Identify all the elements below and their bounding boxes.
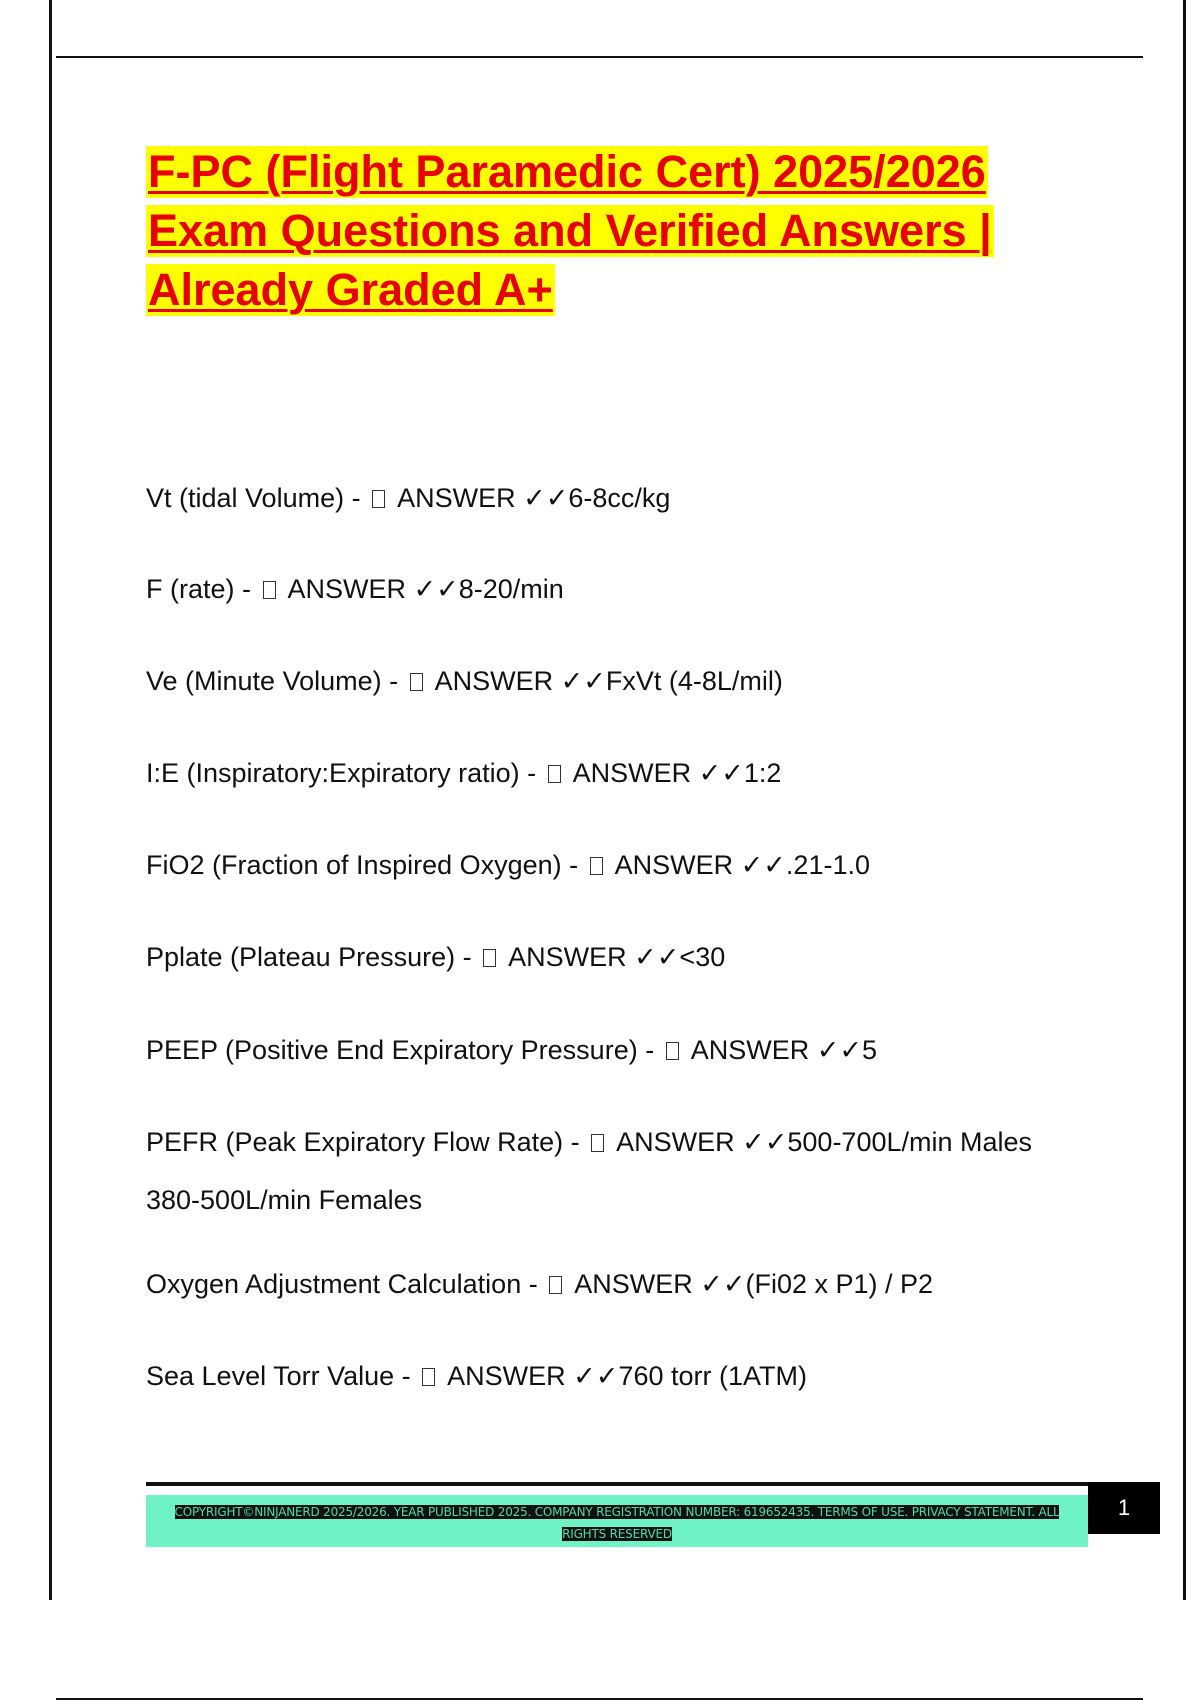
qa-item — [146, 942, 725, 973]
answer-text: ANSWER ✓✓6-8cc/kg — [391, 483, 671, 513]
footer-copyright-text: COPYRIGHT©NINJANERD 2025/2026. YEAR PUBLISHED 2025. COMPANY REGISTRATION NUMBER: 619652435. TERMS OF USE. PRIVACY STATEMENT. ALL RIGHTS RESERVED — [174, 1505, 1060, 1541]
question-text: PEEP (Positive End Expiratory Pressure) - — [146, 1035, 662, 1065]
answer-text: ANSWER ✓✓8-20/min — [281, 574, 564, 604]
footer-copyright-band — [146, 1495, 1088, 1547]
answer-text: ANSWER ✓✓FxVt (4-8L/mil) — [428, 666, 783, 696]
missing-glyph-icon — [591, 1134, 604, 1152]
header-rule — [56, 56, 1143, 58]
qa-item — [146, 1269, 933, 1300]
answer-text: ANSWER ✓✓(Fi02 x P1) / P2 — [568, 1269, 934, 1299]
page-number: 1 — [1088, 1482, 1160, 1534]
missing-glyph-icon — [372, 490, 385, 508]
page-border-left — [49, 0, 52, 1600]
footer-rule — [146, 1482, 1088, 1486]
qa-item-continuation: 380-500L/min Females — [146, 1185, 423, 1215]
answer-text: ANSWER ✓✓760 torr (1ATM) — [441, 1361, 807, 1391]
question-text: Oxygen Adjustment Calculation - — [146, 1269, 546, 1299]
qa-item — [146, 758, 781, 789]
answer-text: ANSWER ✓✓.21-1.0 — [608, 850, 870, 880]
missing-glyph-icon — [483, 949, 496, 967]
qa-item — [146, 1127, 1032, 1158]
title-line-2: Exam Questions and Verified Answers | — [148, 205, 992, 256]
question-text: PEFR (Peak Expiratory Flow Rate) - — [146, 1127, 588, 1157]
answer-text: ANSWER ✓✓<30 — [502, 942, 726, 972]
qa-item — [146, 574, 564, 605]
question-text: Pplate (Plateau Pressure) - — [146, 942, 480, 972]
title-line-3: Already Graded A+ — [148, 264, 553, 315]
answer-text: ANSWER ✓✓1:2 — [566, 758, 782, 788]
qa-item — [146, 1035, 877, 1066]
qa-item — [146, 1361, 807, 1392]
missing-glyph-icon — [666, 1042, 679, 1060]
answer-text: ANSWER ✓✓500-700L/min Males — [610, 1127, 1033, 1157]
question-text: I:E (Inspiratory:Expiratory ratio) - — [146, 758, 544, 788]
missing-glyph-icon — [263, 581, 276, 599]
page-border-right — [1183, 0, 1186, 1600]
missing-glyph-icon — [548, 765, 561, 783]
missing-glyph-icon — [422, 1368, 435, 1386]
question-text: Sea Level Torr Value - — [146, 1361, 419, 1391]
qa-item — [146, 666, 783, 697]
document-title — [146, 146, 1096, 316]
question-text: FiO2 (Fraction of Inspired Oxygen) - — [146, 850, 586, 880]
question-text: F (rate) - — [146, 574, 259, 604]
answer-text: ANSWER ✓✓5 — [684, 1035, 877, 1065]
missing-glyph-icon — [410, 673, 423, 691]
missing-glyph-icon — [590, 857, 603, 875]
question-text: Vt (tidal Volume) - — [146, 483, 369, 513]
qa-item — [146, 850, 870, 881]
title-line-1: F-PC (Flight Paramedic Cert) 2025/2026 — [148, 146, 986, 197]
missing-glyph-icon — [549, 1276, 562, 1294]
qa-item — [146, 483, 670, 514]
question-text: Ve (Minute Volume) - — [146, 666, 406, 696]
